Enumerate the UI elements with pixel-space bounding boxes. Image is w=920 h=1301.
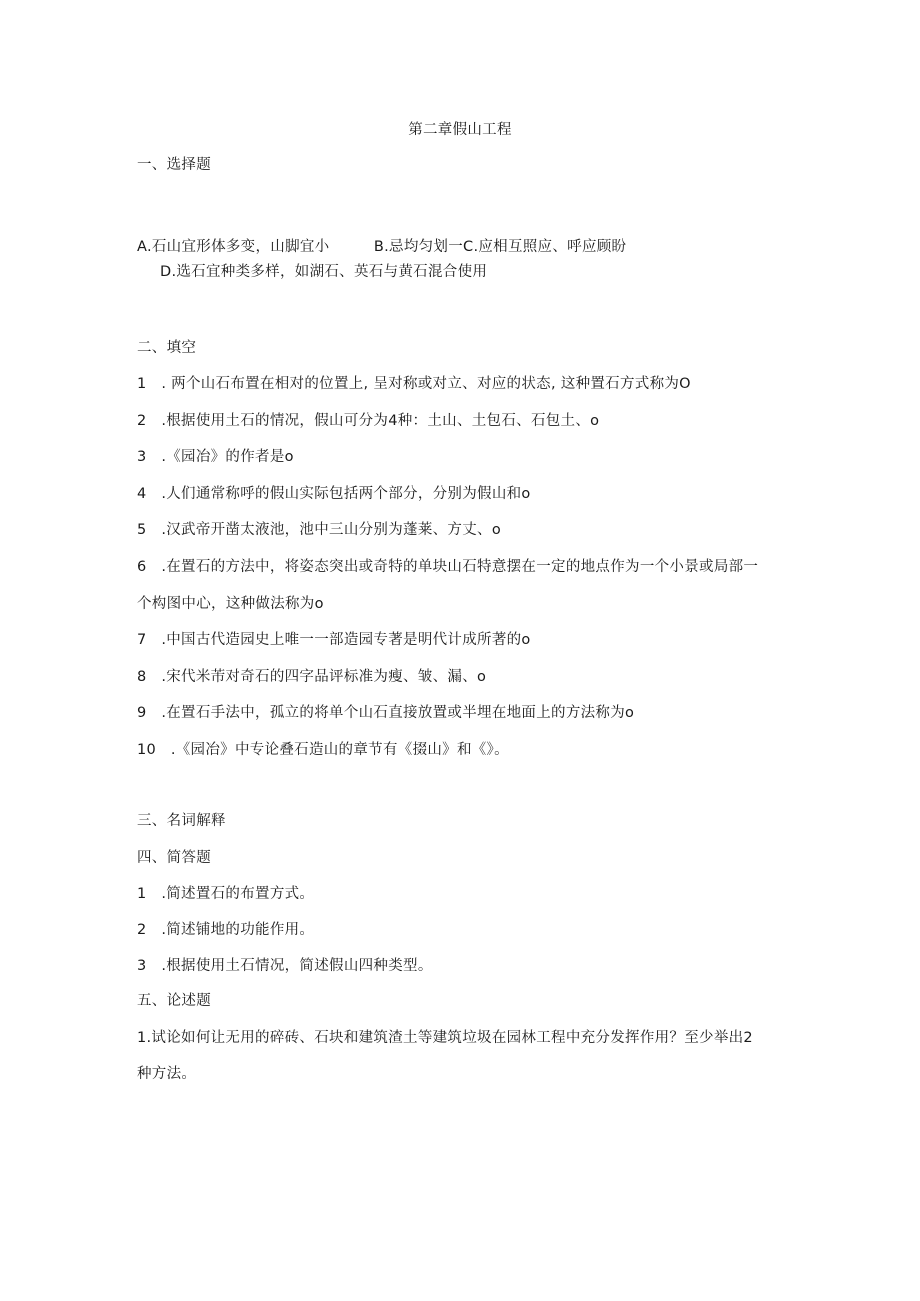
fill-item-10: 10 .《园冶》中专论叠石造山的章节有《掇山》和《》。 — [137, 742, 509, 758]
fill-item-7: 7 .中国古代造园史上唯一一部造园专著是明代计成所著的o — [137, 632, 531, 648]
fill-item-9: 9 .在置石手法中，孤立的将单个山石直接放置或半埋在地面上的方法称为o — [137, 705, 635, 721]
page-title: 第二章假山工程 — [408, 122, 512, 138]
choice-options-line-2: D.选石宜种类多样，如湖石、英石与黄石混合使用 — [160, 264, 488, 280]
fill-item-5: 5 .汉武帝开凿太液池，池中三山分别为蓬莱、方丈、o — [137, 522, 502, 538]
fill-item-3: 3 .《园冶》的作者是o — [137, 449, 294, 465]
short-answer-item-1: 1 .简述置石的布置方式。 — [137, 886, 315, 902]
section-heading-fill: 二、填空 — [137, 340, 197, 356]
section-heading-short-answer: 四、简答题 — [137, 850, 211, 866]
fill-item-2: 2 .根据使用土石的情况，假山可分为4种：土山、土包石、石包土、o — [137, 413, 600, 429]
short-answer-item-3: 3 .根据使用土石情况，简述假山四种类型。 — [137, 958, 433, 974]
fill-item-6: 6 .在置石的方法中，将姿态突出或奇特的单块山石特意摆在一定的地点作为一个小景或局部一 — [137, 559, 759, 575]
choice-options-line-1: A.石山宜形体多变，山脚宜小 B.忌均匀划一C.应相互照应、呼应顾盼 — [137, 239, 627, 255]
fill-item-8: 8 .宋代米芾对奇石的四字品评标准为瘦、皱、漏、o — [137, 669, 487, 685]
section-heading-terms: 三、名词解释 — [137, 813, 226, 829]
essay-item-1-line-1: 1.试论如何让无用的碎砖、石块和建筑渣土等建筑垃圾在园林工程中充分发挥作用？至少举出2 — [137, 1030, 753, 1046]
fill-item-6-continued: 个构图中心，这种做法称为o — [137, 596, 324, 612]
section-heading-choice: 一、选择题 — [137, 157, 211, 173]
essay-item-1-line-2: 种方法。 — [137, 1066, 197, 1082]
fill-item-4: 4 .人们通常称呼的假山实际包括两个部分，分别为假山和o — [137, 486, 531, 502]
short-answer-item-2: 2 .简述铺地的功能作用。 — [137, 922, 315, 938]
fill-item-1: 1 . 两个山石布置在相对的位置上, 呈对称或对立、对应的状态, 这种置石方式称为O — [137, 376, 691, 392]
section-heading-essay: 五、论述题 — [137, 993, 211, 1009]
